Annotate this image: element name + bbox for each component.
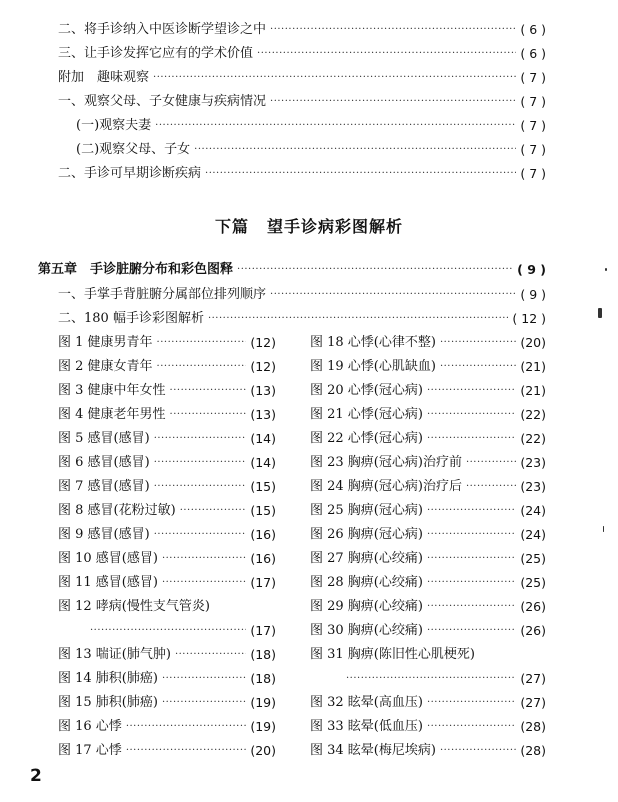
figure-entry [58, 455, 276, 471]
entry-page: ( 7 ) [520, 70, 546, 85]
dot-leader [170, 386, 247, 396]
dot-leader [170, 410, 247, 420]
figure-entry [310, 719, 546, 735]
dot-leader [154, 458, 247, 468]
entry-label: 一、观察父母、子女健康与疾病情况 [58, 94, 267, 109]
figure-page: (27) [520, 695, 546, 710]
figure-label: 图 17 心悸 [58, 743, 122, 758]
figure-entry [58, 743, 276, 759]
dot-leader [162, 554, 246, 564]
figure-label: 图 5 感冒(感冒) [58, 431, 150, 446]
figure-page: (15) [250, 503, 276, 518]
dot-leader [205, 169, 516, 179]
dot-leader [154, 482, 247, 492]
entry-page: ( 7 ) [520, 142, 546, 157]
figure-page: (25) [520, 575, 546, 590]
dot-leader [126, 722, 247, 732]
figure-label: 图 11 感冒(感冒) [58, 575, 158, 590]
scan-speck [598, 308, 602, 318]
figure-entry [58, 719, 276, 735]
entry-page: ( 7 ) [520, 166, 546, 181]
toc-entry [76, 142, 546, 158]
dot-leader [90, 626, 246, 636]
dot-leader [427, 530, 516, 540]
entry-label: 二、180 幅手诊彩图解析 [58, 311, 204, 326]
dot-leader [466, 458, 516, 468]
toc-entry [58, 287, 546, 303]
figure-entry [310, 743, 546, 759]
section-part: 下篇 [214, 217, 249, 236]
chapter-label: 第五章 手诊脏腑分布和彩色图释 [38, 262, 234, 277]
figure-entry [310, 383, 546, 399]
toc-entry [58, 94, 546, 110]
dot-leader [162, 698, 246, 708]
section-title [0, 214, 618, 237]
figure-label: 图 33 眩晕(低血压) [310, 719, 423, 734]
dot-leader [427, 626, 516, 636]
figure-page: (17) [250, 575, 276, 590]
figure-label: 图 31 胸痹(陈旧性心肌梗死) [310, 647, 475, 662]
dot-leader [155, 121, 516, 131]
figure-page: (23) [520, 479, 546, 494]
figure-entry [58, 599, 276, 615]
figure-page: (28) [520, 719, 546, 734]
figure-label: 图 19 心悸(心肌缺血) [310, 359, 436, 374]
entry-label: 二、将手诊纳入中医诊断学望诊之中 [58, 22, 267, 37]
figure-label: 图 25 胸痹(冠心病) [310, 503, 423, 518]
figure-page: (17) [250, 623, 276, 638]
toc-entry [58, 166, 546, 182]
figure-label: 图 34 眩晕(梅尼埃病) [310, 743, 436, 758]
figure-entry [310, 455, 546, 471]
figure-label: 图 26 胸痹(冠心病) [310, 527, 423, 542]
figure-label: 图 15 肺积(肺癌) [58, 695, 158, 710]
dot-leader [175, 650, 246, 660]
dot-leader [427, 506, 516, 516]
figure-entry [58, 527, 276, 543]
dot-leader [194, 145, 516, 155]
toc-entry [58, 70, 546, 86]
entry-label: 三、让手诊发挥它应有的学术价值 [58, 46, 254, 61]
figure-label: 图 18 心悸(心律不整) [310, 335, 436, 350]
dot-leader [427, 698, 516, 708]
figure-page: (15) [250, 479, 276, 494]
chapter-heading [38, 262, 546, 278]
figure-label: 图 8 感冒(花粉过敏) [58, 503, 176, 518]
figure-page: (13) [250, 383, 276, 398]
figure-label: 图 7 感冒(感冒) [58, 479, 150, 494]
figure-label: 图 24 胸痹(冠心病)治疗后 [310, 479, 462, 494]
figure-label: 图 10 感冒(感冒) [58, 551, 158, 566]
dot-leader [208, 314, 508, 324]
figure-entry [310, 479, 546, 495]
dot-leader [270, 97, 516, 107]
figure-label: 图 9 感冒(感冒) [58, 527, 150, 542]
figure-page: (23) [520, 455, 546, 470]
figure-label: 图 13 喘证(肺气肿) [58, 647, 171, 662]
figure-page: (13) [250, 407, 276, 422]
page-number: 2 [30, 766, 42, 786]
toc-entry [58, 22, 546, 38]
figure-entry [310, 551, 546, 567]
figure-page: (22) [520, 407, 546, 422]
toc-entry [58, 46, 546, 62]
entry-label: 二、手诊可早期诊断疾病 [58, 166, 202, 181]
figure-entry [310, 623, 546, 639]
dot-leader [154, 530, 247, 540]
figure-entry-continued [346, 671, 546, 687]
entry-page: ( 7 ) [520, 94, 546, 109]
toc-entry [76, 118, 546, 134]
entry-page: ( 9 ) [520, 287, 546, 302]
figure-label: 图 14 肺积(肺癌) [58, 671, 158, 686]
figure-entry [58, 671, 276, 687]
figure-label: 图 30 胸痹(心绞痛) [310, 623, 423, 638]
figure-label: 图 32 眩晕(高血压) [310, 695, 423, 710]
figure-page: (25) [520, 551, 546, 566]
figure-entry [58, 359, 276, 375]
figure-label: 图 2 健康女青年 [58, 359, 153, 374]
figure-entry [58, 551, 276, 567]
dot-leader [427, 434, 516, 444]
figure-entry [58, 695, 276, 711]
toc-entry [58, 311, 546, 327]
dot-leader [162, 578, 246, 588]
dot-leader [270, 25, 516, 35]
figure-entry [58, 383, 276, 399]
figure-entry [310, 575, 546, 591]
figure-entry [58, 647, 276, 663]
figure-page: (18) [250, 671, 276, 686]
dot-leader [257, 49, 516, 59]
entry-page: ( 6 ) [520, 46, 546, 61]
figure-page: (26) [520, 623, 546, 638]
figure-entry [310, 695, 546, 711]
figure-entry [58, 407, 276, 423]
figure-label: 图 12 哮病(慢性支气管炎) [58, 599, 210, 614]
figure-page: (20) [520, 335, 546, 350]
figure-page: (27) [520, 671, 546, 686]
figure-page: (14) [250, 431, 276, 446]
figure-page: (18) [250, 647, 276, 662]
figure-page: (19) [250, 719, 276, 734]
dot-leader [270, 290, 516, 300]
figure-entry [310, 599, 546, 615]
dot-leader [180, 506, 247, 516]
dot-leader [427, 578, 516, 588]
figure-page: (28) [520, 743, 546, 758]
entry-label: (二)观察父母、子女 [76, 142, 191, 157]
figure-page: (16) [250, 527, 276, 542]
dot-leader [427, 722, 516, 732]
section-name: 望手诊病彩图解析 [267, 217, 404, 236]
figure-label: 图 16 心悸 [58, 719, 122, 734]
figure-entry [58, 479, 276, 495]
figure-entry [310, 527, 546, 543]
figure-page: (16) [250, 551, 276, 566]
figure-page: (21) [520, 383, 546, 398]
dot-leader [237, 265, 513, 275]
figure-page: (24) [520, 503, 546, 518]
figure-page: (14) [250, 455, 276, 470]
entry-label: (一)观察夫妻 [76, 118, 152, 133]
dot-leader [440, 362, 516, 372]
figure-page: (26) [520, 599, 546, 614]
figure-label: 图 29 胸痹(心绞痛) [310, 599, 423, 614]
figure-page: (21) [520, 359, 546, 374]
figure-label: 图 27 胸痹(心绞痛) [310, 551, 423, 566]
figure-page: (20) [250, 743, 276, 758]
dot-leader [427, 554, 516, 564]
dot-leader [466, 482, 516, 492]
figure-entry [310, 503, 546, 519]
dot-leader [162, 674, 246, 684]
entry-page: ( 7 ) [520, 118, 546, 133]
figure-entry [310, 407, 546, 423]
figure-label: 图 28 胸痹(心绞痛) [310, 575, 423, 590]
dot-leader [440, 746, 516, 756]
figure-label: 图 6 感冒(感冒) [58, 455, 150, 470]
figure-entry [58, 335, 276, 351]
figure-page: (22) [520, 431, 546, 446]
entry-page: ( 6 ) [520, 22, 546, 37]
chapter-page: ( 9 ) [517, 262, 546, 277]
figure-label: 图 21 心悸(冠心病) [310, 407, 423, 422]
dot-leader [427, 602, 516, 612]
dot-leader [157, 338, 247, 348]
entry-page: ( 12 ) [512, 311, 546, 326]
dot-leader [346, 674, 516, 684]
figure-entry [58, 503, 276, 519]
dot-leader [427, 410, 516, 420]
figure-entry [310, 431, 546, 447]
entry-label: 附加 趣味观察 [58, 70, 150, 85]
dot-leader [126, 746, 247, 756]
scan-speck [603, 526, 604, 532]
figure-page: (12) [250, 359, 276, 374]
figure-label: 图 1 健康男青年 [58, 335, 153, 350]
figure-entry-continued [90, 623, 276, 639]
figure-entry [58, 431, 276, 447]
figure-entry [310, 647, 546, 663]
entry-label: 一、手掌手背脏腑分属部位排列顺序 [58, 287, 267, 302]
dot-leader [440, 338, 516, 348]
figure-entry [310, 335, 546, 351]
dot-leader [427, 386, 516, 396]
figure-label: 图 4 健康老年男性 [58, 407, 166, 422]
dot-leader [157, 362, 247, 372]
figure-entry [58, 575, 276, 591]
figure-page: (24) [520, 527, 546, 542]
dot-leader [153, 73, 516, 83]
figure-label: 图 22 心悸(冠心病) [310, 431, 423, 446]
figure-entry [310, 359, 546, 375]
figure-label: 图 23 胸痹(冠心病)治疗前 [310, 455, 462, 470]
figure-page: (12) [250, 335, 276, 350]
dot-leader [154, 434, 247, 444]
figure-label: 图 3 健康中年女性 [58, 383, 166, 398]
figure-page: (19) [250, 695, 276, 710]
scan-speck [605, 268, 607, 271]
figure-label: 图 20 心悸(冠心病) [310, 383, 423, 398]
